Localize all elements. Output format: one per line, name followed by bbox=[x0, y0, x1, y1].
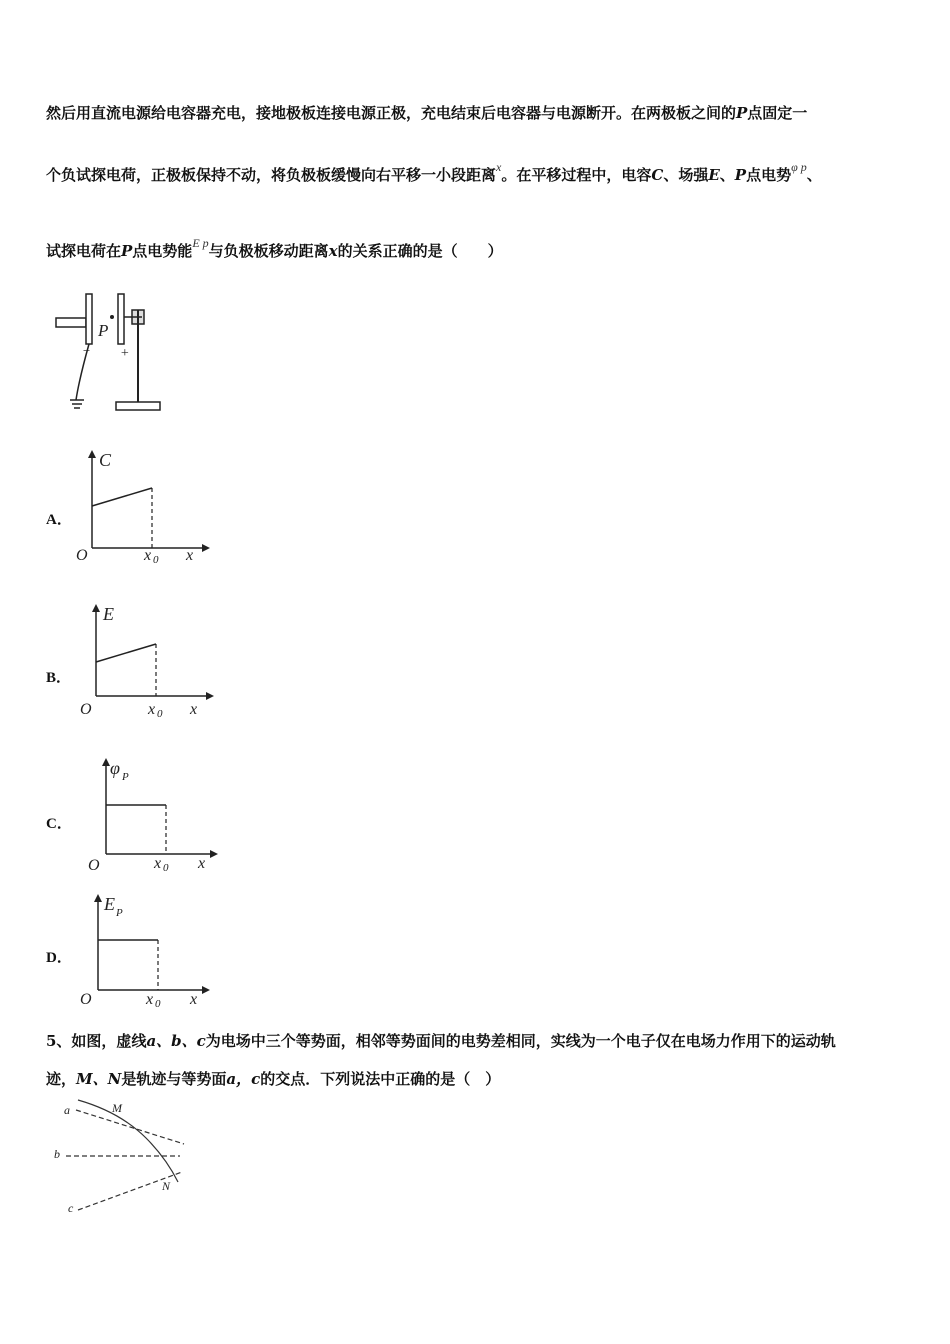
option-a-letter[interactable]: A． bbox=[46, 512, 72, 528]
q4-line-3: 试探电荷在P点电势能$^{E p}$与负极板移动距离x的关系正确的是（ ） bbox=[46, 236, 503, 260]
phi-p-symbol: φ p bbox=[791, 160, 807, 174]
svg-text:O: O bbox=[76, 547, 88, 564]
x-symbol: x bbox=[496, 160, 502, 174]
svg-text:O: O bbox=[80, 701, 92, 718]
q5-line-2: 迹，M、N是轨迹与等势面a，c的交点．下列说法中正确的是（ ） bbox=[46, 1070, 501, 1088]
svg-text:x: x bbox=[148, 701, 156, 718]
svg-text:x: x bbox=[186, 547, 194, 564]
svg-text:P: P bbox=[122, 771, 129, 783]
equipotential-figure bbox=[50, 1098, 200, 1220]
svg-text:O: O bbox=[88, 857, 100, 874]
option-c-letter[interactable]: C． bbox=[46, 816, 72, 832]
svg-text:x: x bbox=[144, 547, 152, 564]
option-b-graph[interactable] bbox=[76, 596, 216, 726]
svg-text:0: 0 bbox=[153, 554, 159, 566]
y-axis-label: E bbox=[104, 894, 115, 914]
y-axis-label: φ bbox=[110, 758, 120, 778]
option-d-letter[interactable]: D． bbox=[46, 950, 72, 966]
y-axis-label: C bbox=[99, 450, 112, 470]
svg-text:P: P bbox=[116, 907, 123, 919]
label-n: N bbox=[162, 1179, 171, 1193]
label-m: M bbox=[112, 1101, 122, 1115]
q5-line-1: 5、如图，虚线a、b、c为电场中三个等势面，相邻等势面间的电势差相同，实线为一个电子仅在电场力作用下的运动轨 bbox=[46, 1032, 836, 1050]
label-c: c bbox=[68, 1201, 74, 1215]
y-axis-label: E bbox=[103, 604, 114, 624]
option-b-letter[interactable]: B． bbox=[46, 670, 72, 686]
svg-text:x: x bbox=[190, 701, 198, 718]
option-a-graph[interactable] bbox=[72, 440, 212, 570]
svg-text:x: x bbox=[146, 991, 154, 1008]
svg-text:O: O bbox=[80, 991, 92, 1008]
svg-text:0: 0 bbox=[157, 708, 163, 720]
svg-text:−: − bbox=[82, 343, 91, 358]
svg-text:+: + bbox=[120, 346, 130, 361]
svg-text:x: x bbox=[190, 991, 198, 1008]
q4-line-2: 个负试探电荷，正极板保持不动，将负极板缓慢向右平移一小段距离$^x$。在平移过程中，电容C、场强E、P点电势$^{\varphi p}$、 bbox=[46, 160, 822, 184]
svg-text:x: x bbox=[154, 855, 162, 872]
label-b: b bbox=[54, 1147, 60, 1161]
capacitor-figure bbox=[52, 290, 167, 415]
svg-text:0: 0 bbox=[163, 862, 169, 874]
option-d-graph[interactable] bbox=[78, 888, 218, 1012]
p-symbol: P bbox=[736, 104, 748, 122]
svg-text:x: x bbox=[198, 855, 206, 872]
option-c-graph[interactable] bbox=[86, 752, 226, 880]
label-a: a bbox=[64, 1103, 70, 1117]
q4-line-1: 然后用直流电源给电容器充电，接地极板连接电源正极，充电结束后电容器与电源断开。在两极板之间的P点固定一 bbox=[46, 104, 808, 122]
p-label: P bbox=[98, 321, 109, 340]
ep-symbol: E p bbox=[192, 236, 209, 250]
svg-text:0: 0 bbox=[155, 998, 161, 1010]
